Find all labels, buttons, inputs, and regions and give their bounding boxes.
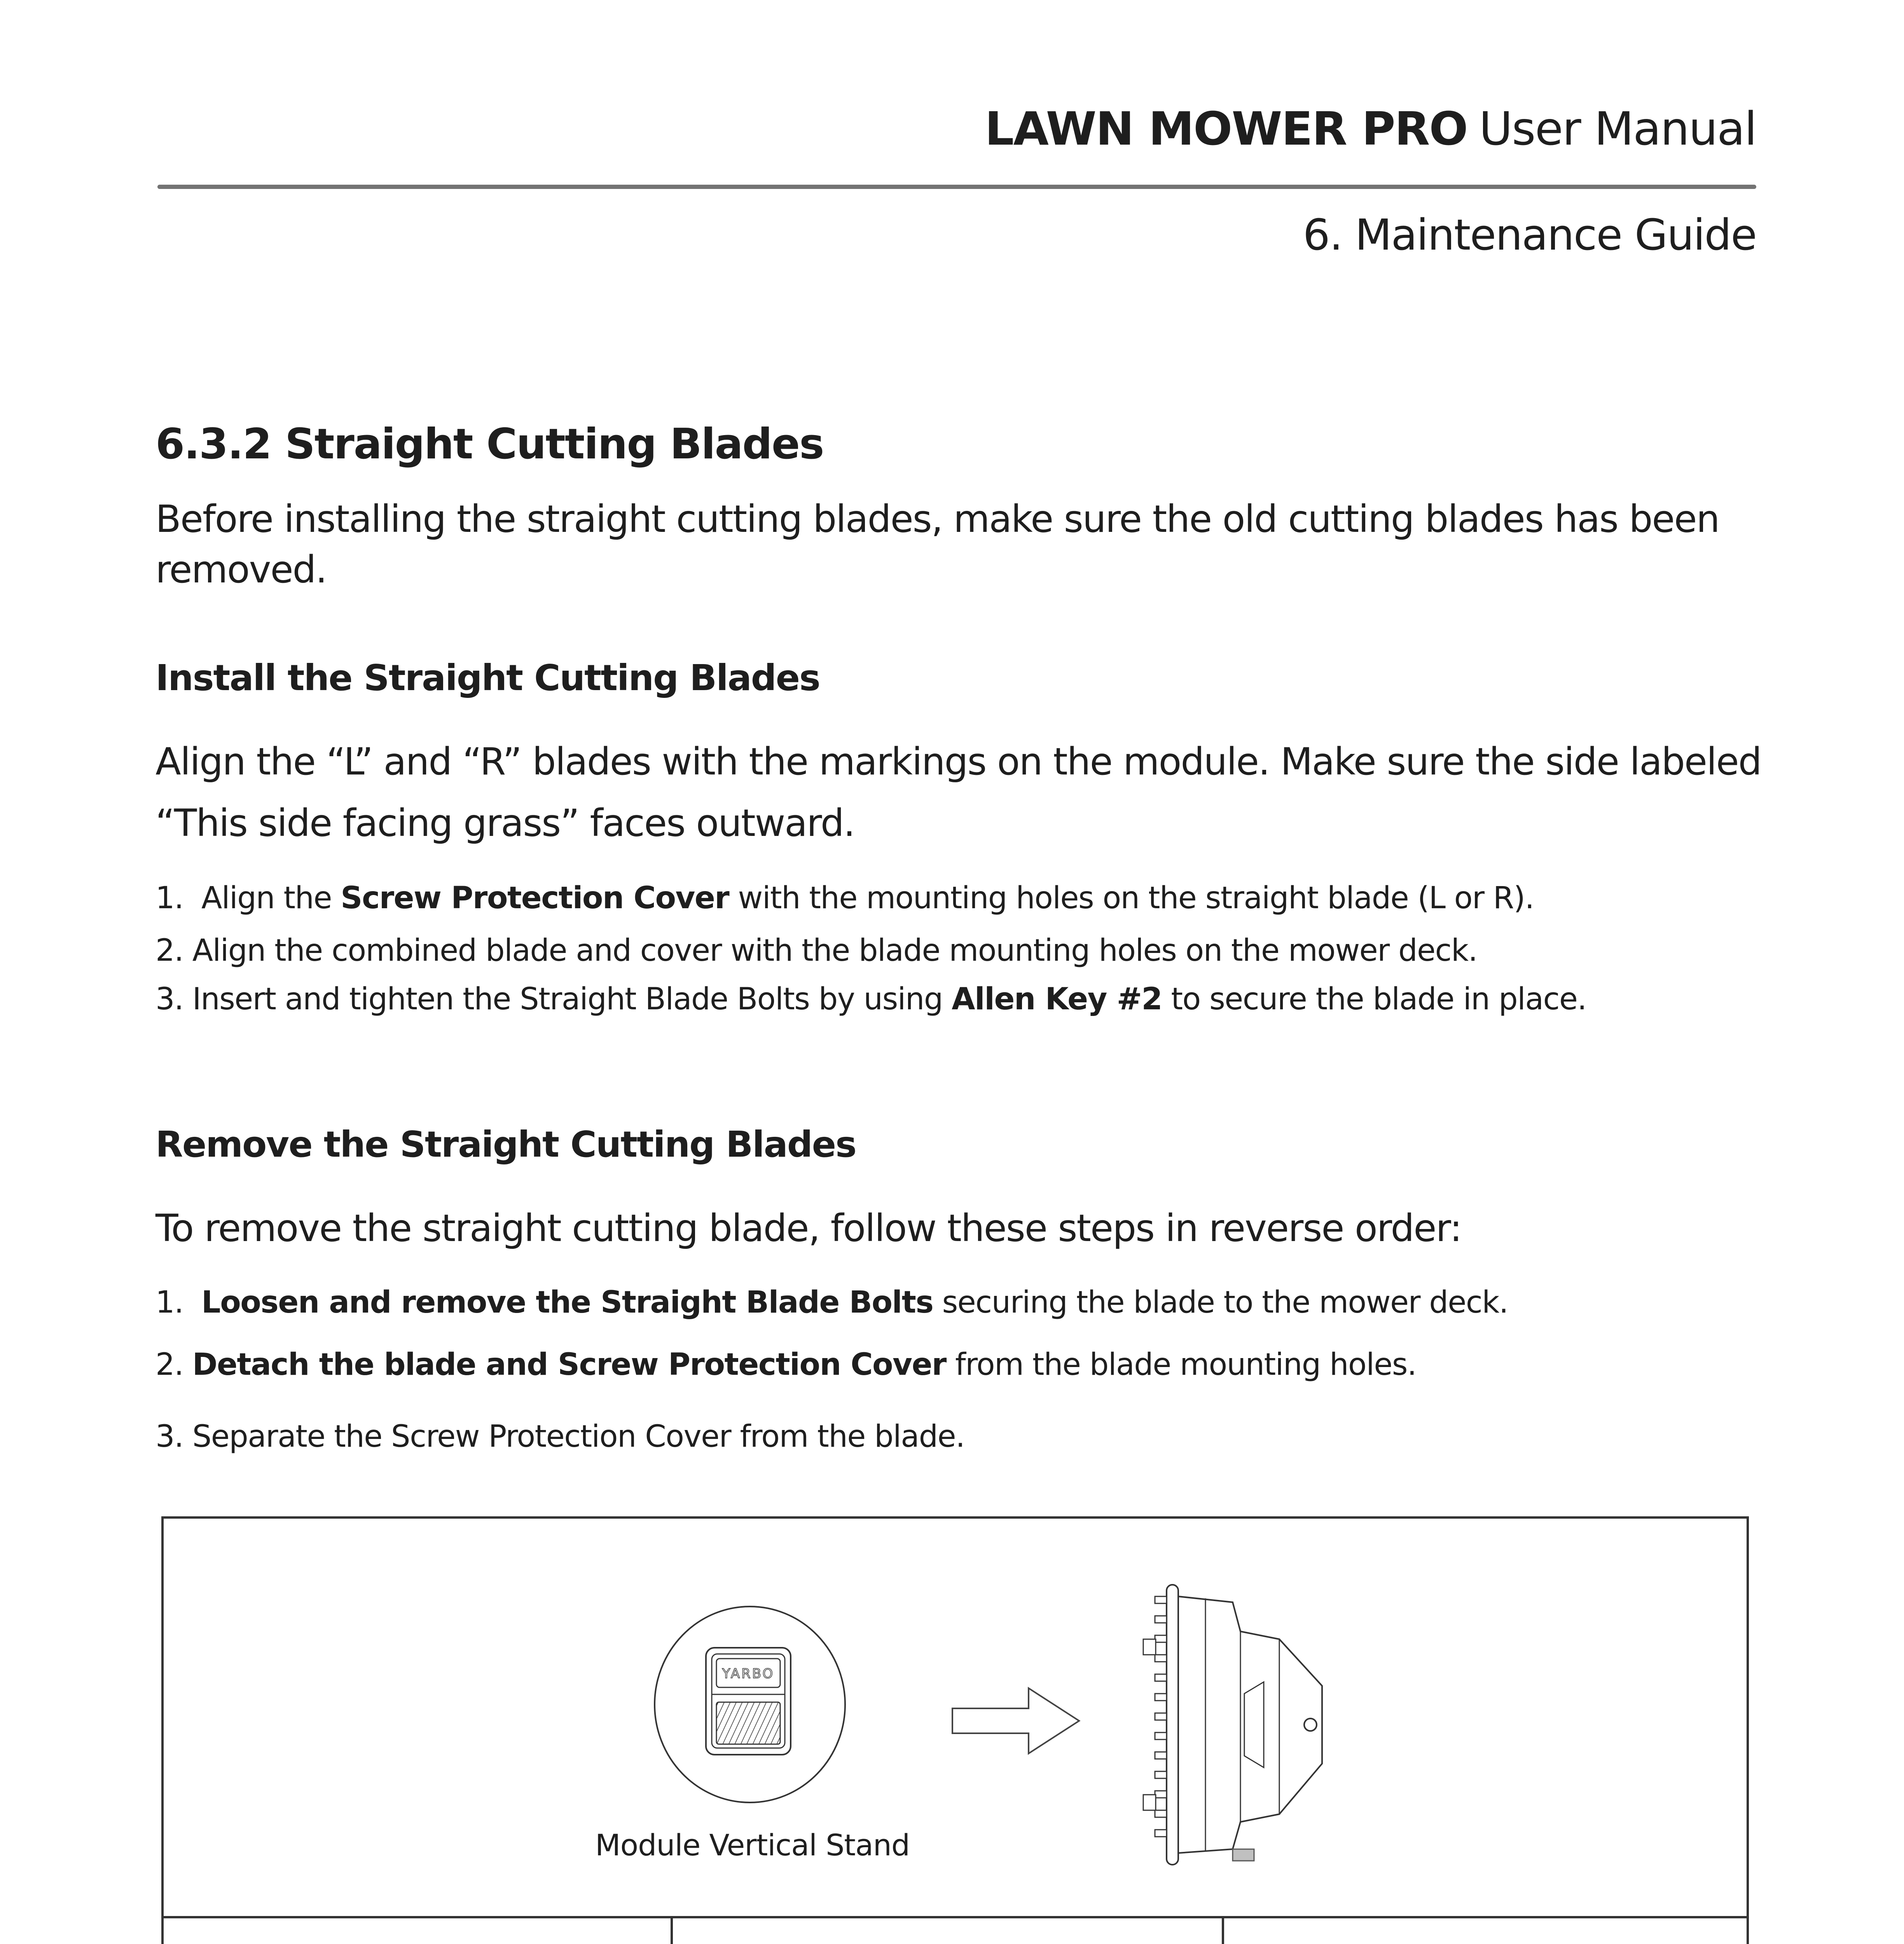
step-3-panel <box>1224 1918 1749 1944</box>
remove-description: To remove the straight cutting blade, follow these steps in reverse order: <box>155 1206 1462 1250</box>
header-divider <box>157 185 1756 189</box>
step-text: securing the blade to the mower deck. <box>933 1285 1508 1320</box>
step-text: from the blade mounting holes. <box>946 1347 1417 1382</box>
section-intro: Before installing the straight cutting blades, make sure the old cutting blades has been removed. <box>155 497 1719 591</box>
instruction-figure <box>161 1516 1749 1944</box>
step-number: 2. <box>155 1347 183 1382</box>
install-step <box>155 881 1534 916</box>
document-type: User Manual <box>1479 102 1756 156</box>
figure-top-panel <box>164 1519 1747 1918</box>
step-2-panel <box>673 1918 1224 1944</box>
install-heading: Install the Straight Cutting Blades <box>155 657 820 699</box>
step-number: 1. <box>155 881 183 916</box>
stand-logo-text: YARBO <box>722 1666 775 1682</box>
vertical-stand-detail-illustration <box>650 1604 852 1806</box>
section-title: 6.3.2 Straight Cutting Blades <box>155 420 824 469</box>
step-emphasis: Allen Key #2 <box>952 982 1162 1017</box>
module-side-view-illustration <box>1139 1581 1342 1869</box>
step-number: 2. <box>155 933 183 968</box>
step-text: to secure the blade in place. <box>1162 982 1586 1017</box>
step-text: Separate the Screw Protection Cover from the blade. <box>192 1419 965 1454</box>
step-number: 1. <box>155 1285 183 1320</box>
install-step <box>155 982 1586 1017</box>
step-text: Align the combined blade and cover with the blade mounting holes on the mower deck. <box>192 933 1478 968</box>
step-1-panel <box>164 1918 673 1944</box>
step-text: with the mounting holes on the straight blade (L or R). <box>729 881 1534 916</box>
remove-step <box>155 1347 1416 1382</box>
step-number: 3. <box>155 1419 183 1454</box>
product-name: LAWN MOWER PRO <box>985 102 1467 156</box>
vertical-stand-label: Module Vertical Stand <box>595 1828 910 1862</box>
step-number: 3. <box>155 982 183 1017</box>
step-emphasis: Loosen and remove the Straight Blade Bolts <box>201 1285 933 1320</box>
remove-heading: Remove the Straight Cutting Blades <box>155 1124 856 1165</box>
install-step <box>155 933 1477 968</box>
remove-step <box>155 1419 964 1454</box>
right-arrow-icon <box>951 1686 1083 1756</box>
step-text: Align the <box>201 881 341 916</box>
chapter-title: 6. Maintenance Guide <box>1303 210 1756 260</box>
step-emphasis: Screw Protection Cover <box>341 881 729 916</box>
step-text: Insert and tighten the Straight Blade Bolts by using <box>192 982 952 1017</box>
manual-header-title <box>985 102 1756 156</box>
remove-step <box>155 1285 1508 1320</box>
step-emphasis: Detach the blade and Screw Protection Cover <box>192 1347 946 1382</box>
install-description: Align the “L” and “R” blades with the markings on the module. Make sure the side labeled “This side facing grass” faces outward. <box>155 740 1761 845</box>
